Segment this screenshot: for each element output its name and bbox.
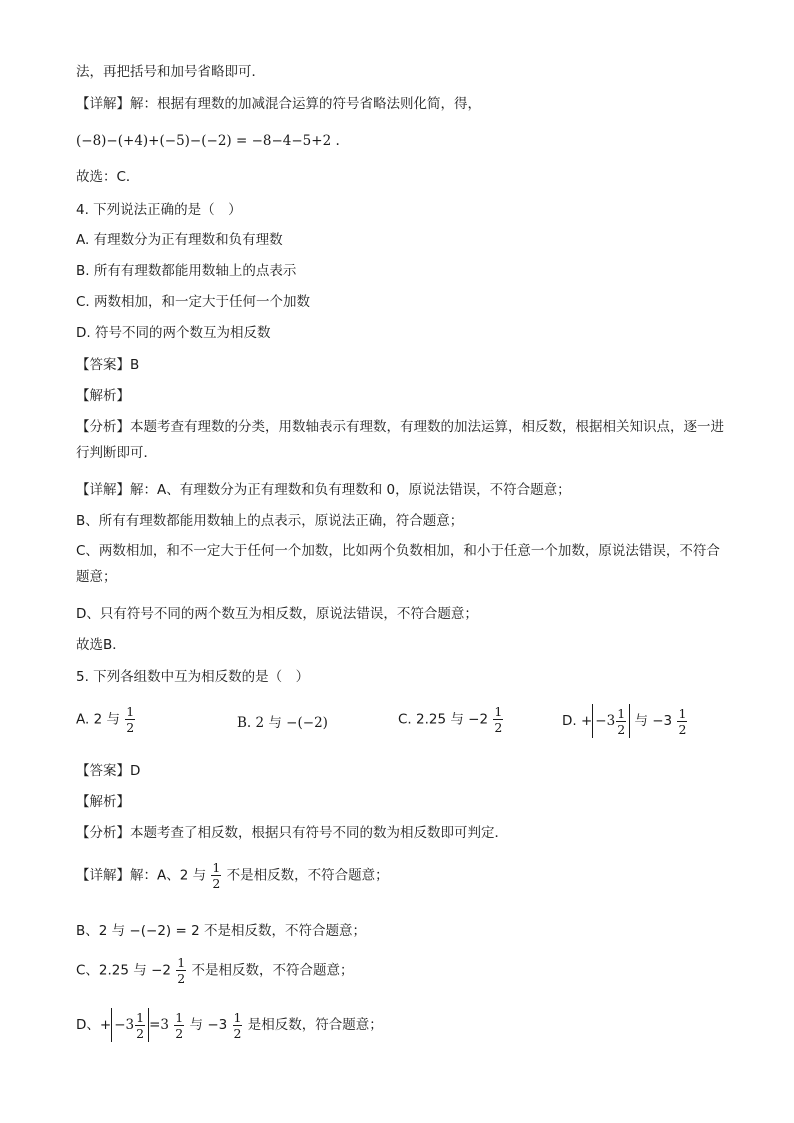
- detail-4-c: C、两数相加，和不一定大于任何一个加数，比如两个负数相加，和小于任意一个加数，原说法错误，不符合题意；: [76, 543, 720, 585]
- question-4-option-c: C. 两数相加，和一定大于任何一个加数: [76, 294, 311, 310]
- detail-5-a-text: 【详解】解：A、2 与: [76, 867, 207, 884]
- question-5-option-c: [398, 704, 504, 735]
- question-4-stem: 4. 下列说法正确的是（ ）: [76, 202, 242, 218]
- analysis-4: 【分析】本题考查有理数的分类，用数轴表示有理数，有理数的加法运算，相反数，根据相关知识点，逐一进行判断即可．: [76, 419, 724, 461]
- option-d-mid-text: 与 −3: [634, 713, 673, 729]
- math-expression: (−8)−(+4)+(−5)−(−2) = −8−4−5+2 .: [76, 133, 340, 149]
- numerator: 1: [212, 860, 221, 875]
- question-5-option-d: [562, 704, 688, 738]
- choice-4: 故选B．: [76, 637, 126, 653]
- answer-4: 【答案】B: [76, 357, 140, 373]
- numerator: 1: [494, 704, 503, 719]
- question-4-option-d: D. 符号不同的两个数互为相反数: [76, 325, 271, 341]
- detail-4-a: 【详解】解：A、有理数分为正有理数和负有理数和 0，原说法错误，不符合题意；: [76, 482, 571, 498]
- detail-5-c-tail: 不是相反数，不符合题意；: [191, 962, 354, 979]
- denominator: 2: [233, 1025, 242, 1041]
- fraction: [616, 706, 626, 737]
- detail-4-b: B、所有有理数都能用数轴上的点表示，原说法正确，符合题意；: [76, 513, 464, 529]
- denominator: 2: [617, 721, 626, 737]
- denominator: 2: [494, 720, 503, 735]
- detail-5-d-text: D、+: [76, 1017, 112, 1033]
- absolute-value: [592, 704, 630, 738]
- detail-5-d: [76, 1008, 383, 1042]
- numerator: 1: [177, 955, 186, 970]
- denominator: 2: [126, 720, 135, 735]
- question-4-option-b: B. 所有有理数都能用数轴上的点表示: [76, 263, 297, 279]
- detail-5-d-mid: 与 −3: [189, 1017, 228, 1033]
- question-5-option-b: B. 2 与 −(−2): [237, 715, 328, 731]
- absolute-value: [111, 1008, 149, 1042]
- denominator: 2: [136, 1025, 145, 1041]
- question-4-option-a: A. 有理数分为正有理数和负有理数: [76, 232, 283, 248]
- detail-4-d: D、只有符号不同的两个数互为相反数，原说法错误，不符合题意；: [76, 606, 478, 622]
- detail-5-c: [76, 955, 354, 986]
- detail-5-a-tail: 不是相反数，不符合题意；: [226, 867, 389, 884]
- numerator: 1: [233, 1009, 242, 1025]
- fraction: [233, 1010, 243, 1041]
- detail-5-c-text: C、2.25 与 −2: [76, 962, 171, 979]
- detail-5-d-tail: 是相反数，符合题意；: [247, 1017, 383, 1033]
- fraction: [125, 704, 135, 735]
- abs-value-number: −3: [114, 1017, 135, 1033]
- detail-5-b: B、2 与 −(−2) = 2 不是相反数，不符合题意；: [76, 923, 366, 939]
- numerator: 1: [126, 704, 135, 719]
- detail-heading-line: 【详解】解：根据有理数的加减混合运算的符号省略法则化简，得，: [76, 96, 481, 112]
- numerator: 1: [175, 1009, 184, 1025]
- fraction: [174, 1010, 184, 1041]
- detail-5-a: [76, 860, 389, 891]
- denominator: 2: [175, 1025, 184, 1041]
- fraction: [135, 1010, 145, 1041]
- option-d-text: D. +: [562, 713, 593, 729]
- analysis-heading-5: 【解析】: [76, 794, 130, 810]
- fraction: [493, 704, 503, 735]
- fraction: [176, 955, 186, 986]
- equals-value: =3: [149, 1017, 169, 1033]
- denominator: 2: [212, 876, 221, 891]
- numerator: 1: [678, 705, 687, 721]
- option-c-text: C. 2.25 与 −2: [398, 711, 489, 728]
- analysis-heading-4: 【解析】: [76, 388, 130, 404]
- question-5-option-a: [76, 704, 136, 735]
- option-a-text: A. 2 与: [76, 711, 120, 728]
- analysis-5: 【分析】本题考查了相反数，根据只有符号不同的数为相反数即可判定．: [76, 825, 508, 841]
- question-5-stem: 5. 下列各组数中互为相反数的是（ ）: [76, 669, 310, 685]
- numerator: 1: [136, 1009, 145, 1025]
- abs-value-number: −3: [595, 713, 616, 729]
- fraction: [211, 860, 221, 891]
- denominator: 2: [678, 721, 687, 737]
- denominator: 2: [177, 971, 186, 986]
- fraction: [677, 706, 687, 737]
- text-line: 法，再把括号和加号省略即可．: [76, 64, 265, 80]
- numerator: 1: [617, 705, 626, 721]
- answer-5: 【答案】D: [76, 763, 141, 779]
- choice-line: 故选：C．: [76, 169, 140, 185]
